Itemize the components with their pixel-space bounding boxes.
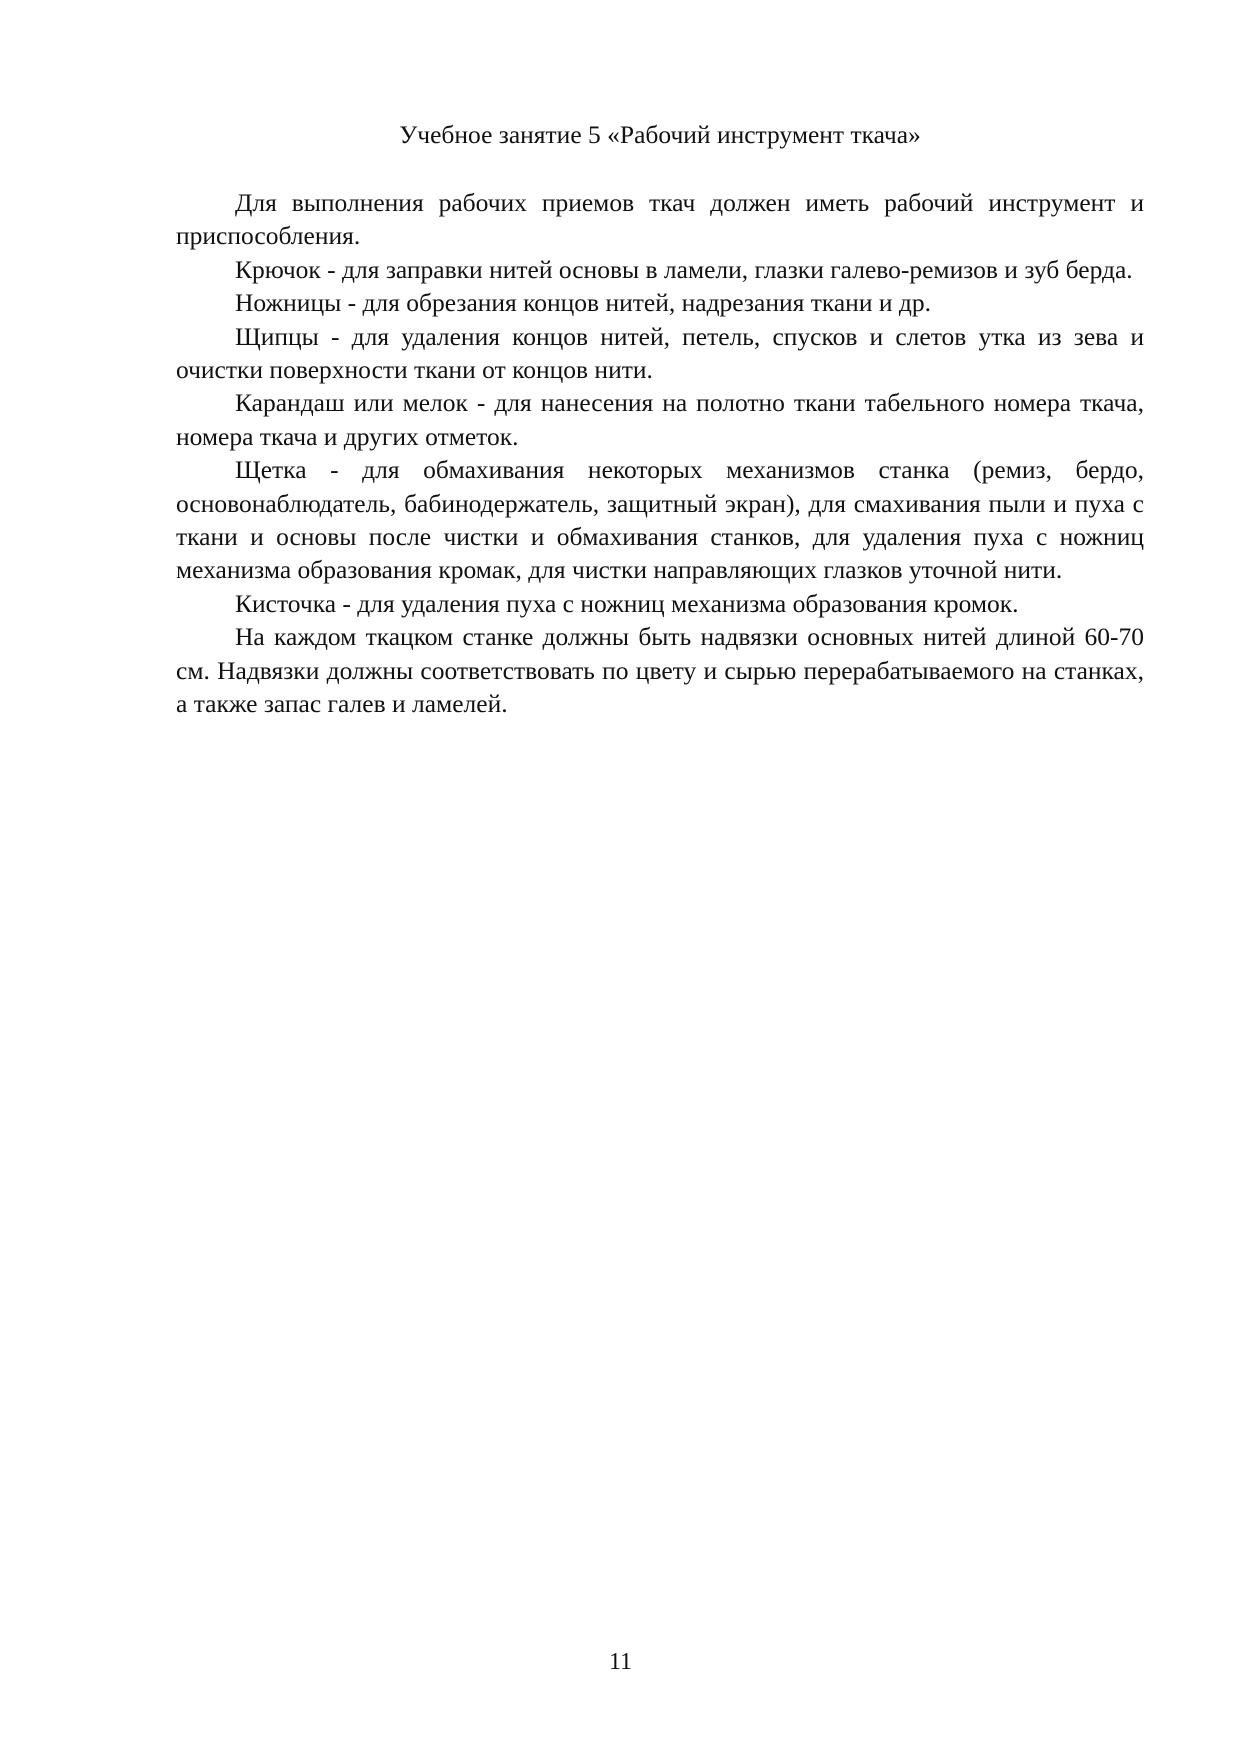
lesson-title: Учебное занятие 5 «Рабочий инструмент ткача» [399,120,921,149]
paragraph-hook: Крючок - для заправки нитей основы в ламели, глазки галево-ремизов и зуб берда. [235,254,1133,284]
page-number: 11 [608,1649,633,1675]
body-text [176,186,1144,721]
paragraph-brush: Щетка - для обмахивания некоторых механизмов станка (ремиз, бердо, основонаблюдатель, бабинодержатель, защитный экран), для смахивания пыли и пуха с ткани и основы после чистки и обмахивания станков, для удаления пуха с ножниц механизма образования кромак, для чистки направляющих глазков уточной нити. [176,455,1144,585]
paragraph-pencil: Карандаш или мелок - для нанесения на полотно ткани табельного номера ткача, номера ткача и других отметок. [176,388,1144,451]
paragraph-tweezers: Щипцы - для удаления концов нитей, петель, спусков и слетов утка из зева и очистки поверхности ткани от концов нити. [176,321,1144,385]
paragraph-ties: На каждом ткацком станке должны быть надвязки основных нитей длиной 60-70 см. Надвязки должны соответствовать по цвету и сырью перерабатываемого на станках, а также запас галев и ламелей. [176,622,1144,719]
paragraph-intro: Для выполнения рабочих приемов ткач должен иметь рабочий инструмент и приспособления. [176,188,1144,251]
paragraph-scissors: Ножницы - для обрезания концов нитей, надрезания ткани и др. [235,288,931,318]
paragraph-small-brush: Кисточка - для удаления пуха с ножниц механизма образования кромок. [235,588,1019,618]
